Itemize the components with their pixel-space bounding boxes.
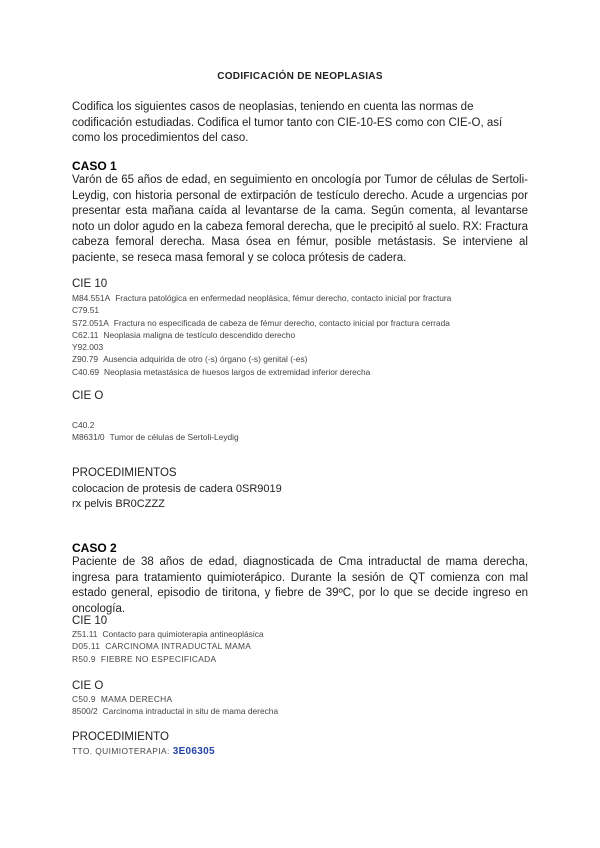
case1-heading: CASO 1 (72, 159, 117, 173)
code-description: Tumor de células de Sertoli-Leydig (109, 432, 239, 443)
case2-cie10-list (72, 628, 528, 665)
code: S72.051A (72, 317, 109, 328)
code-description: Neoplasia maligna de testículo descendido derecho (103, 329, 296, 340)
case2-cie10-heading: CIE 10 (72, 615, 108, 627)
code-description: MAMA DERECHA (100, 694, 173, 704)
case1-procedures-list (72, 482, 528, 512)
case2-procedure-heading: PROCEDIMIENTO (72, 731, 169, 743)
code-description: Carcinoma intraductal in situ de mama derecha (102, 706, 279, 717)
code-row (72, 353, 528, 365)
code-description: FIEBRE NO ESPECIFICADA (100, 653, 217, 664)
case2-procedure-line (72, 745, 528, 758)
code-row (72, 329, 528, 341)
code-row (72, 419, 528, 431)
code-row (72, 653, 528, 665)
procedure-line: rx pelvis BR0CZZZ (72, 498, 165, 510)
code-description: Fractura no especificada de cabeza de fémur derecho, contacto inicial por fractura cerrada (113, 317, 450, 328)
procedure-label: TTO. QUIMIOTERAPIA: (72, 746, 170, 756)
code-row (72, 292, 528, 304)
code: C50.9 (72, 694, 96, 704)
code: 8500/2 (72, 706, 98, 717)
procedure-line: colocacion de protesis de cadera 0SR9019 (72, 483, 282, 495)
code-row (72, 705, 528, 717)
code: Z90.79 (72, 354, 99, 365)
code-row (72, 693, 528, 705)
procedure-code: 3E06305 (172, 746, 215, 757)
case1-cie10-list (72, 292, 528, 378)
code-row (72, 317, 528, 329)
code-description: Contacto para quimioterapia antineoplásica (102, 629, 264, 639)
code: R50.9 (72, 653, 96, 664)
code-row (72, 431, 528, 443)
case2-heading: CASO 2 (72, 541, 117, 555)
intro-paragraph: Codifica los siguientes casos de neoplasias, teniendo en cuenta las normas de codificación estudiadas. Codifica el tumor tanto con CIE-10-ES como con CIE-O, así como los procedimientos del caso. (72, 101, 503, 144)
code-row (72, 628, 528, 640)
code-description: Ausencia adquirida de otro (-s) órgano (-s) genital (-es) (103, 354, 308, 365)
code: Z51.11 (72, 629, 98, 639)
case1-cieo-list (72, 419, 528, 444)
code: D05.11 (72, 641, 101, 652)
code-description: Neoplasia metastásica de huesos largos de extremidad inferior derecha (104, 366, 371, 377)
code: M8631/0 (72, 432, 105, 443)
case1-cie10-heading: CIE 10 (72, 278, 108, 290)
code: Y92.003 (72, 342, 104, 353)
case1-cieo-heading: CIE O (72, 390, 104, 402)
code-row (72, 640, 528, 652)
code: M84.551A (72, 293, 111, 303)
case1-procedures-heading: PROCEDIMIENTOS (72, 467, 177, 479)
code-description: Fractura patológica en enfermedad neoplásica, fémur derecho, contacto inicial por fractura (115, 293, 452, 303)
code: C40.69 (72, 366, 100, 377)
case2-cieo-heading: CIE O (72, 680, 104, 692)
code: C40.2 (72, 420, 95, 430)
case1-paragraph: Varón de 65 años de edad, en seguimiento en oncología por Tumor de células de Sertoli-Leydig, con historia personal de extirpación de testículo derecho. Acude a urgencias por presentar esta mañana caída al levantarse de la cama. Según comenta, al levantarse noto un dolor agudo en la cabeza femoral derecha, que le precipitó al suelo. RX: Fractura cabeza femoral derecha. Masa ósea en fémur, posible metástasis. Se interviene al paciente, se reseca masa femoral y se coloca prótesis de cadera. (72, 174, 528, 264)
code: C79.51 (72, 305, 100, 316)
code-row (72, 366, 528, 378)
case2-paragraph: Paciente de 38 años de edad, diagnosticada de Cma intraductal de mama derecha, ingresa para tratamiento quimioterápico. Durante la sesión de QT comienza con mal estado general, episodio de tiritona, y fiebre de 39ºC, por lo que se decide ingreso en oncología. (72, 556, 528, 615)
code-row (72, 304, 528, 316)
code-description: CARCINOMA INTRADUCTAL MAMA (105, 641, 252, 652)
document-title: CODIFICACIÓN DE NEOPLASIAS (217, 71, 383, 82)
code: C62.11 (72, 329, 99, 340)
case2-cieo-list (72, 693, 528, 718)
code-row (72, 341, 528, 353)
